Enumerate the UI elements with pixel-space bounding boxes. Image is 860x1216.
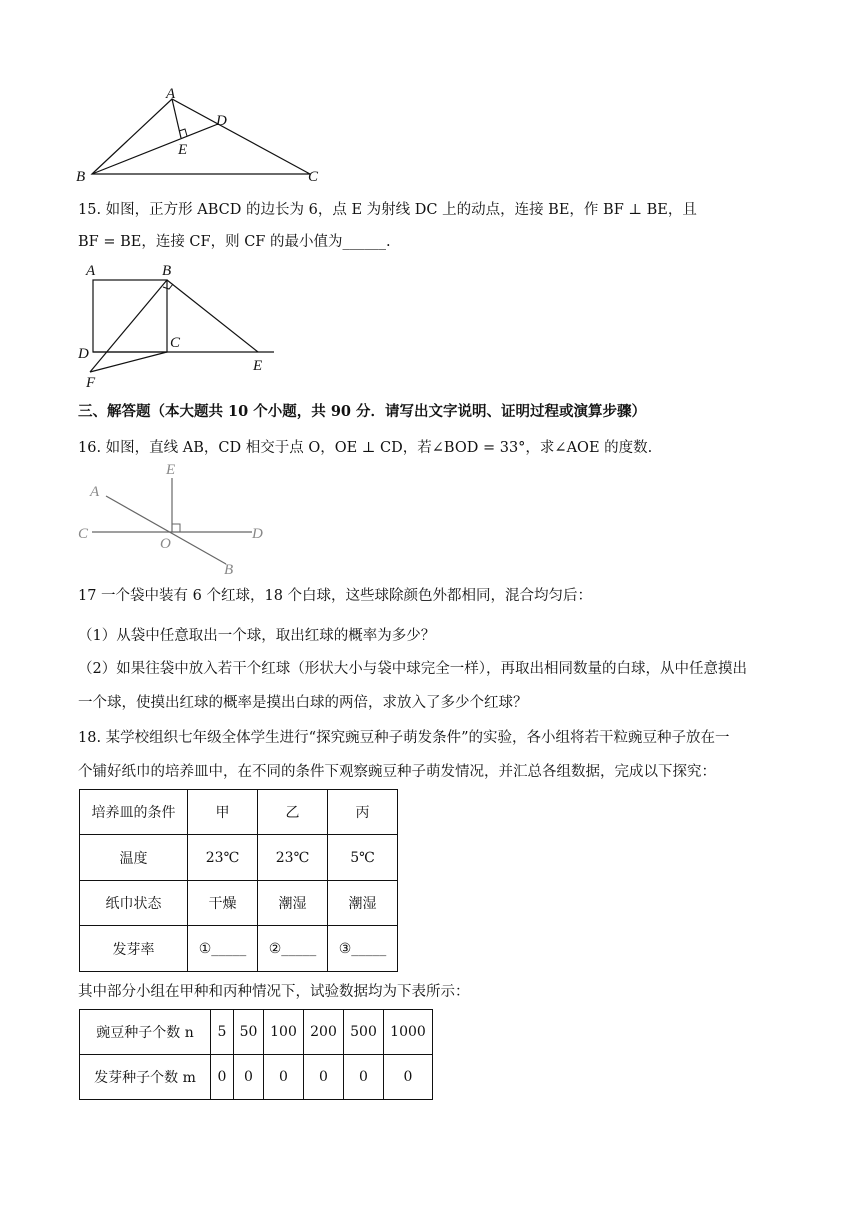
table-row <box>80 926 398 972</box>
fig14-label-e: E <box>178 142 188 158</box>
table-cell: 潮湿 <box>328 881 398 926</box>
square-figure-q15 <box>78 260 298 390</box>
table-cell: 纸巾状态 <box>80 881 188 926</box>
fig14-label-b: B <box>76 169 86 182</box>
table-row <box>80 790 398 835</box>
conditions-table <box>79 789 398 972</box>
table-cell: 温度 <box>80 835 188 881</box>
question-15-line2: BF = BE，连接 CF，则 CF 的最小值为______. <box>78 234 391 250</box>
table-cell: ②_____ <box>258 926 328 972</box>
question-16-text: 16. 如图，直线 AB，CD 相交于点 O，OE ⊥ CD，若∠BOD = 33°，求∠AOE 的度数. <box>78 440 653 456</box>
fig15-label-b: B <box>162 263 172 279</box>
fig16-label-o: O <box>160 536 171 552</box>
table-row <box>80 1055 433 1100</box>
question-17-intro: 17 一个袋中装有 6 个红球，18 个白球，这些球除颜色外都相同，混合均匀后： <box>78 588 593 604</box>
table-cell: ③_____ <box>328 926 398 972</box>
table-cell: 5℃ <box>328 835 398 881</box>
question-17-part1: （1）从袋中任意取出一个球，取出红球的概率为多少？ <box>78 628 436 644</box>
table-row <box>80 881 398 926</box>
table-row <box>80 1010 433 1055</box>
fig16-label-e: E <box>166 462 176 478</box>
table-cell: 50 <box>234 1010 264 1055</box>
table-row <box>80 835 398 881</box>
question-17-part2-line1: （2）如果往袋中放入若干个红球（形状大小与袋中球完全一样），再取出相同数量的白球，从中任意摸出 <box>78 661 747 677</box>
table-cell: 0 <box>211 1055 234 1100</box>
fig14-label-a: A <box>166 86 176 102</box>
fig16-label-d: D <box>252 526 263 542</box>
question-17-part2-line2: 一个球，使摸出红球的概率是摸出白球的两倍，求放入了多少个红球？ <box>78 695 528 711</box>
table-cell: 100 <box>264 1010 304 1055</box>
fig15-label-e: E <box>253 358 263 374</box>
intersecting-lines-figure-q16 <box>76 460 276 580</box>
question-15-line1: 15. 如图，正方形 ABCD 的边长为 6，点 E 为射线 DC 上的动点，连接 BE，作 BF ⊥ BE，且 <box>78 202 697 218</box>
table-cell: 乙 <box>258 790 328 835</box>
fig16-label-c: C <box>78 526 89 542</box>
fig15-label-f: F <box>86 375 96 390</box>
table-cell: 23℃ <box>258 835 328 881</box>
fig14-label-c: C <box>308 169 319 182</box>
between-tables-text: 其中部分小组在甲种和丙种情况下，试验数据均为下表所示： <box>78 984 470 1000</box>
fig15-label-a: A <box>86 263 96 279</box>
table-cell: 干燥 <box>188 881 258 926</box>
table-cell: 0 <box>304 1055 344 1100</box>
fig15-label-d: D <box>78 346 89 362</box>
fig16-label-b: B <box>224 562 234 578</box>
triangle-figure-q14 <box>70 82 410 182</box>
section-3-heading: 三、解答题（本大题共 10 个小题，共 90 分．请写出文字说明、证明过程或演算步骤） <box>78 403 647 420</box>
question-18-line2: 个铺好纸巾的培养皿中，在不同的条件下观察豌豆种子萌发情况，并汇总各组数据，完成以下探究： <box>78 764 716 780</box>
table-cell: 丙 <box>328 790 398 835</box>
table-cell: 500 <box>344 1010 384 1055</box>
fig16-label-a: A <box>90 484 100 500</box>
seed-data-table <box>79 1009 433 1100</box>
table-cell: 200 <box>304 1010 344 1055</box>
table-cell: 23℃ <box>188 835 258 881</box>
table-cell: 0 <box>234 1055 264 1100</box>
table-cell: 培养皿的条件 <box>80 790 188 835</box>
table-cell: 发芽率 <box>80 926 188 972</box>
fig14-label-d: D <box>216 113 227 129</box>
table-cell: 潮湿 <box>258 881 328 926</box>
table-cell: 0 <box>344 1055 384 1100</box>
table-cell: 0 <box>264 1055 304 1100</box>
table-cell: 豌豆种子个数 n <box>80 1010 211 1055</box>
table-cell: 5 <box>211 1010 234 1055</box>
table-cell: 发芽种子个数 m <box>80 1055 211 1100</box>
table-cell: 甲 <box>188 790 258 835</box>
table-cell: ①_____ <box>188 926 258 972</box>
table-cell: 1000 <box>384 1010 433 1055</box>
table-cell: 0 <box>384 1055 433 1100</box>
fig15-label-c: C <box>170 335 181 351</box>
question-18-line1: 18. 某学校组织七年级全体学生进行“探究豌豆种子萌发条件”的实验，各小组将若干粒豌豆种子放在一 <box>78 730 730 746</box>
